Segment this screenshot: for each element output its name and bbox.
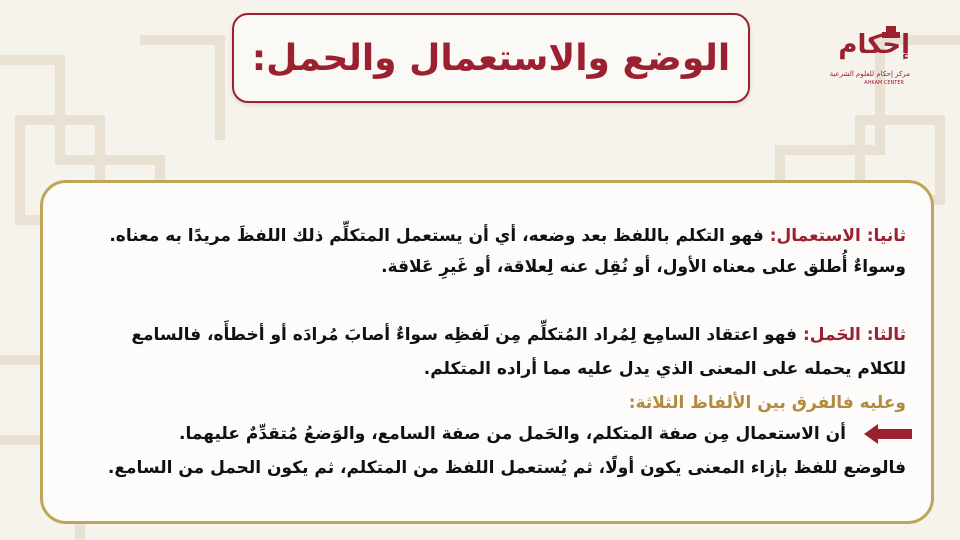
- section3-line2: للكلام يحمله على المعنى الذي يدل عليه مما أراده المتكلم.: [423, 359, 906, 379]
- arrow-left-icon: [864, 424, 912, 444]
- section2-line2: وسواءٌ أُطلق على معناه الأول، أو نُقِل عنه لِعلاقة، أو غَيرِ عَلاقة.: [381, 257, 906, 277]
- conclusion-line1: أن الاستعمال مِن صفة المتكلم، والحَمل من صفة السامع، والوَضعُ مُتقدِّمٌ عليهما.: [179, 424, 846, 444]
- conclusion-heading: وعليه فالفرق بين الألفاظ الثلاثة:: [628, 393, 906, 413]
- logo-tagline: AHKAM CENTER: [864, 80, 904, 86]
- section2-line1: [109, 226, 906, 246]
- logo-brand: إحكام: [838, 30, 910, 60]
- section3-line1: [131, 325, 906, 345]
- title-box: [232, 13, 750, 103]
- conclusion-line2: فالوضع للفظ بإزاء المعنى يكون أولًا، ثم يُستعمل اللفظ من المتكلم، ثم يكون الحمل من السامع.: [107, 458, 906, 478]
- section3-text1: فهو اعتقاد السامِع لِمُراد المُتكلِّم مِن لَفظِه سواءٌ أصابَ مُرادَه أو أخطأَه، فالسامع: [131, 325, 803, 345]
- logo: [829, 24, 918, 94]
- section2-label: ثانيا: الاستعمال:: [769, 226, 906, 246]
- page-title: الوضع والاستعمال والحمل:: [251, 37, 731, 79]
- section2-text1: فهو التكلم باللفظ بعد وضعه، أي أن يستعمل المتكلِّم ذلك اللفظَ مريدًا به معناه.: [109, 226, 770, 246]
- section3-label: ثالثا: الحَمل:: [802, 325, 906, 345]
- logo-subtitle: مركز إحكام للعلوم الشرعية: [829, 70, 910, 78]
